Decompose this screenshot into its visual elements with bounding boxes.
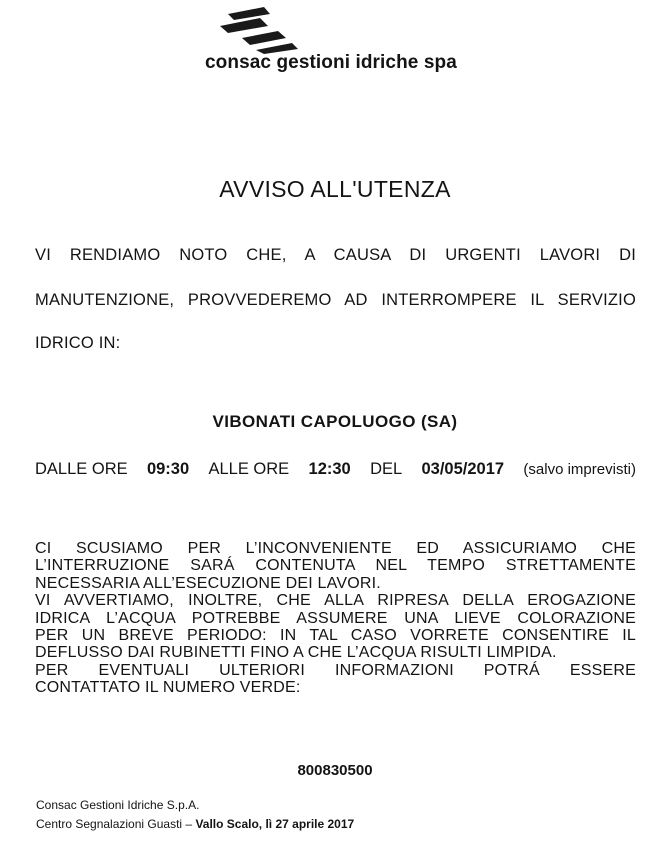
intro-line: MANUTENZIONE, PROVVEDEREMO AD INTERROMPERE IL SERVIZIO xyxy=(35,291,636,309)
body-line: DEFLUSSO DAI RUBINETTI FINO A CHE L’ACQUA RISULTI LIMPIDA. xyxy=(35,644,557,662)
intro-line: VI RENDIAMO NOTO CHE, A CAUSA DI URGENTI LAVORI DI xyxy=(35,246,636,264)
from-time: 09:30 xyxy=(146,460,190,478)
schedule-note: (salvo imprevisti) xyxy=(523,461,636,478)
intro-line: IDRICO IN: xyxy=(35,334,121,352)
notice-title: AVVISO ALL'UTENZA xyxy=(219,176,451,202)
location-heading: VIBONATI CAPOLUOGO (SA) xyxy=(212,412,458,431)
company-name: consac gestioni idriche spa xyxy=(205,52,457,73)
consac-waves-logo-icon xyxy=(212,6,304,54)
body-line: IDRICA L’ACQUA POTREBBE ASSUMERE UNA LIEVE COLORAZIONE xyxy=(35,609,636,627)
footer-line xyxy=(36,817,354,831)
footer-company: Consac Gestioni Idriche S.p.A. xyxy=(36,798,200,812)
footer-center: Centro Segnalazioni Guasti – xyxy=(36,817,193,831)
date-label: DEL xyxy=(370,460,403,478)
to-label: ALLE ORE xyxy=(208,460,290,478)
body-line: CI SCUSIAMO PER L’INCONVENIENTE ED ASSICURIAMO CHE xyxy=(35,540,636,557)
to-time: 12:30 xyxy=(308,460,351,478)
notice-body xyxy=(35,540,636,697)
body-line: PER UN BREVE PERIODO: IN TAL CASO VORRETE CONSENTIRE IL xyxy=(35,627,636,645)
body-line: L’INTERRUZIONE SARÁ CONTENUTA NEL TEMPO STRETTAMENTE xyxy=(35,557,636,575)
schedule-line xyxy=(35,460,636,479)
body-line: VI AVVERTIAMO, INOLTRE, CHE ALLA RIPRESA DELLA EROGAZIONE xyxy=(35,592,636,610)
body-line: NECESSARIA ALL’ESECUZIONE DEI LAVORI. xyxy=(35,574,381,592)
outage-date: 03/05/2017 xyxy=(421,460,505,478)
footer-place-date: Vallo Scalo, lì 27 aprile 2017 xyxy=(195,817,355,831)
toll-free-number: 800830500 xyxy=(297,762,373,779)
body-line: PER EVENTUALI ULTERIORI INFORMAZIONI POTRÁ ESSERE xyxy=(35,661,636,679)
body-line: CONTATTATO IL NUMERO VERDE: xyxy=(35,679,301,697)
from-label: DALLE ORE xyxy=(35,460,128,478)
